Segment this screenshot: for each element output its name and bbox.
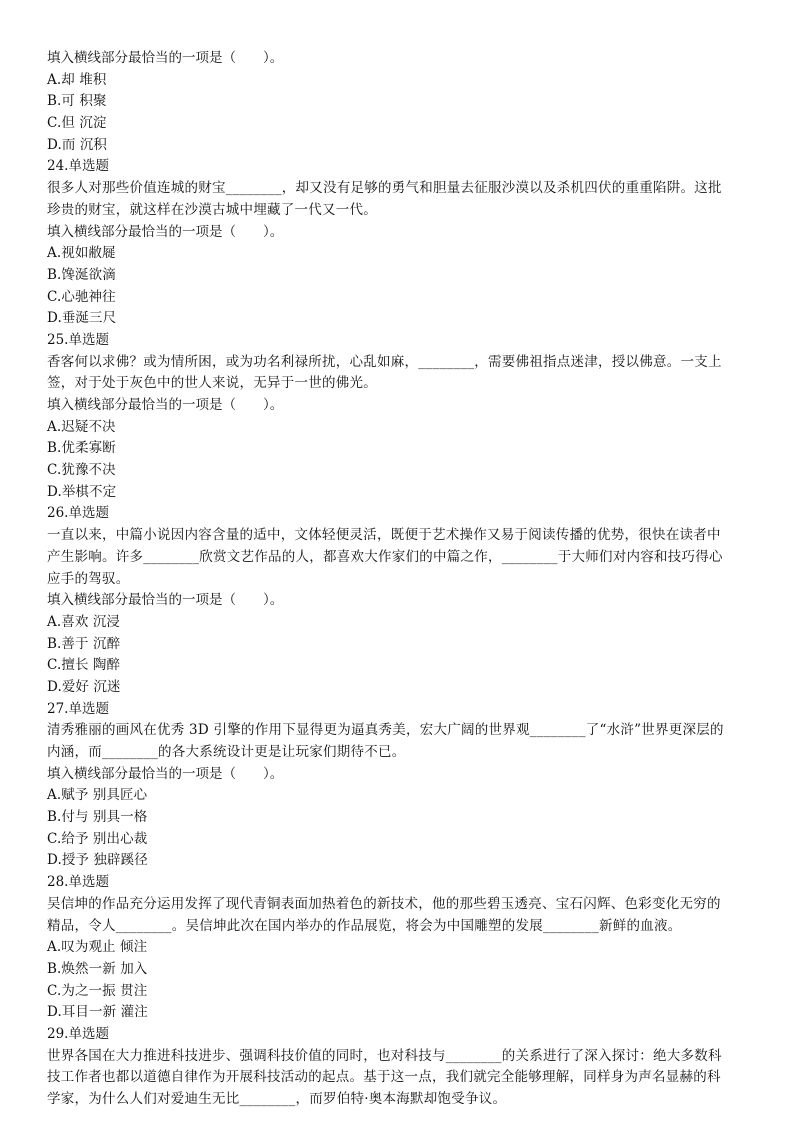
question-stem: 吴信坤的作品充分运用发挥了现代青铜表面加热着色的新技术，他的那些碧玉透亮、宝石闪辉、色彩变化无穷的 xyxy=(47,895,721,912)
question-heading: 26.单选题 xyxy=(47,505,109,522)
question-stem: 精品，令人________。吴信坤此次在国内举办的作品展览，将会为中国雕塑的发展________新鲜的血液。 xyxy=(47,917,682,934)
question-heading: 27.单选题 xyxy=(47,700,109,717)
question-stem: 香客何以求佛？或为情所困，或为功名利禄所扰，心乱如麻，________，需要佛祖指点迷津，授以佛意。一支上 xyxy=(47,353,722,370)
option-c: C.给予 别出心裁 xyxy=(47,830,148,847)
option-b: B.优柔寡断 xyxy=(47,440,116,457)
option-c: C.但 沉淀 xyxy=(47,115,107,132)
option-d: D.举棋不定 xyxy=(47,483,117,500)
question-heading: 25.单选题 xyxy=(47,331,109,348)
option-d: D.授予 独辟蹊径 xyxy=(47,852,148,869)
option-a: A.却 堆积 xyxy=(47,71,107,88)
question-stem: 清秀雅丽的画风在优秀 3D 引擎的作用下显得更为逼真秀美，宏大广阔的世界观________了“水浒”世界更深层的 xyxy=(47,722,724,739)
option-a: A.叹为观止 倾注 xyxy=(47,939,148,956)
question-prompt: 填入横线部分最恰当的一项是（ ）。 xyxy=(47,765,284,782)
option-b: B.馋涎欲滴 xyxy=(47,266,116,283)
question-stem: 很多人对那些价值连城的财宝________，却又没有足够的勇气和胆量去征服沙漠以及杀机四伏的重重陷阱。这批 xyxy=(47,180,722,197)
option-d: D.爱好 沉迷 xyxy=(47,678,121,695)
question-heading: 29.单选题 xyxy=(47,1025,109,1042)
option-d: D.垂涎三尺 xyxy=(47,310,117,327)
question-prompt: 填入横线部分最恰当的一项是（ ）。 xyxy=(47,397,284,413)
option-a: A.赋予 别具匠心 xyxy=(47,787,148,804)
option-c: C.为之一振 贯注 xyxy=(47,982,148,999)
option-c: C.擅长 陶醉 xyxy=(47,657,121,674)
question-stem: 签，对于处于灰色中的世人来说，无异于一世的佛光。 xyxy=(47,375,377,392)
option-a: A.迟疑不决 xyxy=(47,418,116,435)
question-stem: 产生影响。许多________欣赏文艺作品的人，都喜欢大作家们的中篇之作，________于大师们对内容和技巧得心 xyxy=(47,548,723,565)
option-a: A.视如敝屣 xyxy=(47,245,116,262)
question-stem: 技工作者也都以道德自律作为开展科技活动的起点。基于这一点，我们就完全能够理解，同样身为声名显赫的科 xyxy=(47,1069,721,1086)
option-c: C.犹豫不决 xyxy=(47,462,116,479)
question-heading: 24.单选题 xyxy=(47,158,109,175)
exam-page xyxy=(47,48,757,1111)
question-stem: 珍贵的财宝，就这样在沙漠古城中埋藏了一代又一代。 xyxy=(47,201,377,218)
option-b: B.善于 沉醉 xyxy=(47,635,121,652)
question-prompt: 填入横线部分最恰当的一项是（ ）。 xyxy=(47,50,284,66)
question-stem: 世界各国在大力推进科技进步、强调科技价值的同时，也对科技与________的关系进行了深入探讨：绝大多数科 xyxy=(47,1047,722,1064)
option-b: B.可 积聚 xyxy=(47,93,107,110)
question-stem: 内涵，而________的各大系统设计更是让玩家们期待不已。 xyxy=(47,744,406,760)
question-heading: 28.单选题 xyxy=(47,874,109,891)
option-b: B.焕然一新 加入 xyxy=(47,960,148,977)
option-d: D.而 沉积 xyxy=(47,136,108,153)
question-stem: 一直以来，中篇小说因内容含量的适中，文体轻便灵活，既便于艺术操作又易于阅读传播的优势，很快在读者中 xyxy=(47,527,721,544)
question-prompt: 填入横线部分最恰当的一项是（ ）。 xyxy=(47,223,284,240)
question-stem: 学家，为什么人们对爱迪生无比________，而罗伯特·奥本海默却饱受争议。 xyxy=(47,1091,507,1107)
option-c: C.心驰神往 xyxy=(47,288,116,305)
question-stem: 应手的驾驭。 xyxy=(47,570,130,587)
option-d: D.耳目一新 灌注 xyxy=(47,1004,148,1021)
option-a: A.喜欢 沉浸 xyxy=(47,613,121,630)
option-b: B.付与 别具一格 xyxy=(47,809,148,826)
question-prompt: 填入横线部分最恰当的一项是（ ）。 xyxy=(47,592,284,609)
